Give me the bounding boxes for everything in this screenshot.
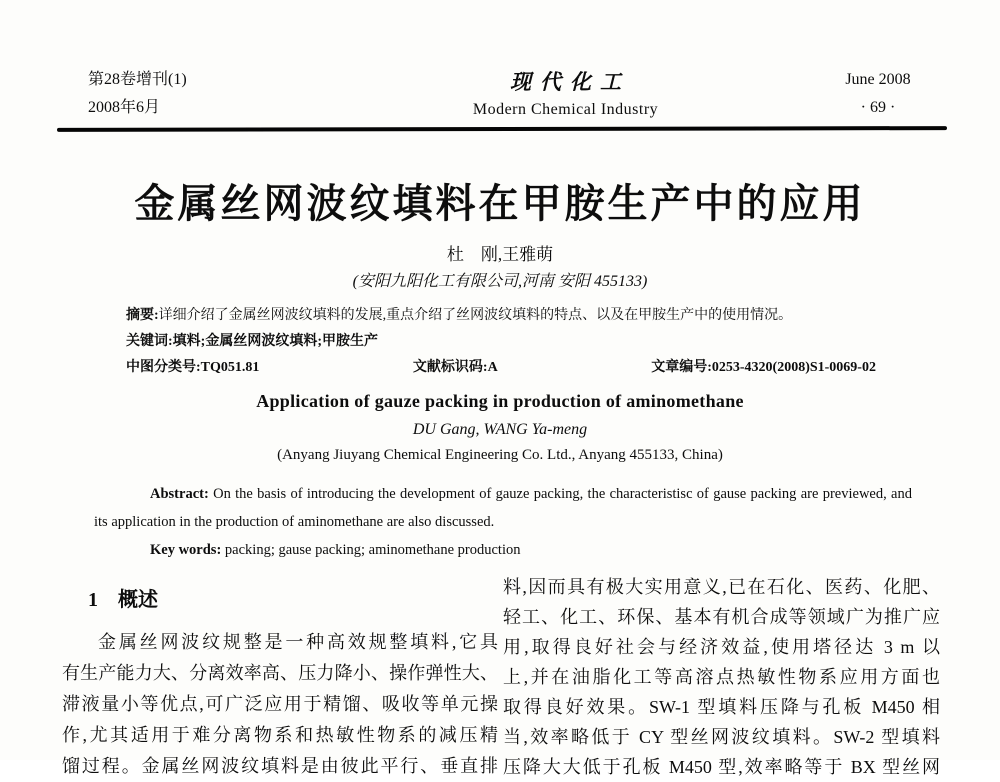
body-text-line: 馏过程。金属丝网波纹填料是由彼此平行、垂直排 bbox=[62, 756, 498, 776]
article-affiliation-en: (Anyang Jiuyang Chemical Engineering Co. Ltd., Anyang 455133, China) bbox=[277, 447, 723, 463]
body-text-line: 轻工、化工、环保、基本有机合成等领域广为推广应 bbox=[503, 607, 940, 627]
article-title-en: Application of gauze packing in production of aminomethane bbox=[256, 391, 744, 411]
issue-date-cn: 2008年6月 bbox=[88, 99, 161, 116]
classification-row bbox=[126, 355, 876, 381]
keywords-en-paragraph bbox=[94, 536, 912, 564]
body-text-line: 取得良好效果。SW-1 型填料压降与孔板 M450 相 bbox=[503, 697, 940, 717]
article-authors-en: DU Gang, WANG Ya-meng bbox=[412, 421, 588, 438]
body-text-line: 有生产能力大、分离效率高、压力降小、操作弹性大、 bbox=[62, 663, 498, 683]
doc-code-item bbox=[413, 355, 498, 381]
clc-item bbox=[126, 355, 259, 381]
article-no-item bbox=[651, 355, 876, 381]
body-left-column bbox=[62, 627, 498, 782]
section-title: 概述 bbox=[118, 589, 158, 611]
body-text-line: 当,效率略低于 CY 型丝网波纹填料。SW-2 型填料 bbox=[503, 727, 940, 747]
issue-date-en: June 2008 bbox=[845, 71, 911, 88]
body-text-line: 滞液量小等优点,可广泛应用于精馏、吸收等单元操 bbox=[62, 694, 498, 714]
header-date-page-block bbox=[813, 66, 943, 122]
keywords-cn-label: 关键词: bbox=[126, 334, 173, 349]
abstract-en-text: On the basis of introducing the development of gauze packing, the characteristisc of gause packing are previewed, and its application in the production of aminomethane are also discussed. bbox=[94, 486, 912, 530]
abstract-cn-row bbox=[126, 303, 876, 329]
body-text-line: 金属丝网波纹规整是一种高效规整填料,它具 bbox=[98, 632, 498, 652]
keywords-cn-row bbox=[126, 329, 876, 355]
keywords-en-text: packing; gause packing; aminomethane production bbox=[221, 542, 521, 558]
abstract-en-paragraph bbox=[94, 480, 912, 536]
article-authors-cn: 杜 刚,王雅萌 bbox=[446, 245, 554, 264]
page-number: · 69 · bbox=[860, 99, 896, 116]
abstract-cn-label: 摘要: bbox=[126, 308, 159, 323]
abstract-cn-text: 详细介绍了金属丝网波纹填料的发展,重点介绍了丝网波纹填料的特点、以及在甲胺生产中的使用情况。 bbox=[158, 308, 793, 323]
body-text-line: 上,并在油脂化工等高溶点热敏性物系应用方面也 bbox=[503, 667, 940, 687]
body-text-line: 料,因而具有极大实用意义,已在石化、医药、化肥、 bbox=[503, 577, 940, 597]
journal-header bbox=[88, 66, 943, 122]
body-text-line: 作,尤其适用于难分离物系和热敏性物系的减压精 bbox=[62, 725, 498, 745]
keywords-en-label: Key words: bbox=[150, 542, 222, 558]
doc-code-label: 文献标识码: bbox=[412, 360, 488, 375]
clc-label: 中图分类号: bbox=[126, 360, 201, 375]
journal-name-en: Modern Chemical Industry bbox=[472, 101, 659, 118]
keywords-cn-text: 填料;金属丝网波纹填料;甲胺生产 bbox=[172, 334, 378, 349]
journal-name-cn: 现代化工 bbox=[510, 70, 630, 94]
body-text-line: 用,取得良好社会与经济效益,使用塔径达 3 m 以 bbox=[503, 637, 940, 657]
header-volume-block bbox=[88, 66, 318, 122]
article-no-value: 0253-4320(2008)S1-0069-02 bbox=[711, 360, 876, 375]
abstract-en-label: Abstract: bbox=[150, 486, 209, 502]
clc-value: TQ051.81 bbox=[200, 360, 260, 375]
header-journal-block bbox=[318, 66, 813, 122]
section-heading bbox=[88, 583, 158, 612]
article-affiliation-cn: (安阳九阳化工有限公司,河南 安阳 455133) bbox=[352, 273, 648, 290]
abstract-en-block bbox=[94, 480, 912, 564]
article-meta-block bbox=[126, 303, 876, 381]
header-rule-divider bbox=[57, 126, 947, 132]
body-right-column bbox=[503, 572, 940, 782]
article-no-label: 文章编号: bbox=[651, 360, 712, 375]
article-title-cn: 金属丝网波纹填料在甲胺生产中的应用 bbox=[134, 182, 866, 226]
body-text-line: 压降大大低于孔板 M450 型,效率略等于 BX 型丝网 bbox=[503, 757, 940, 777]
volume-issue: 第28卷增刊(1) bbox=[88, 71, 187, 88]
doc-code-value: A bbox=[487, 360, 498, 375]
section-number: 1 bbox=[88, 589, 98, 611]
